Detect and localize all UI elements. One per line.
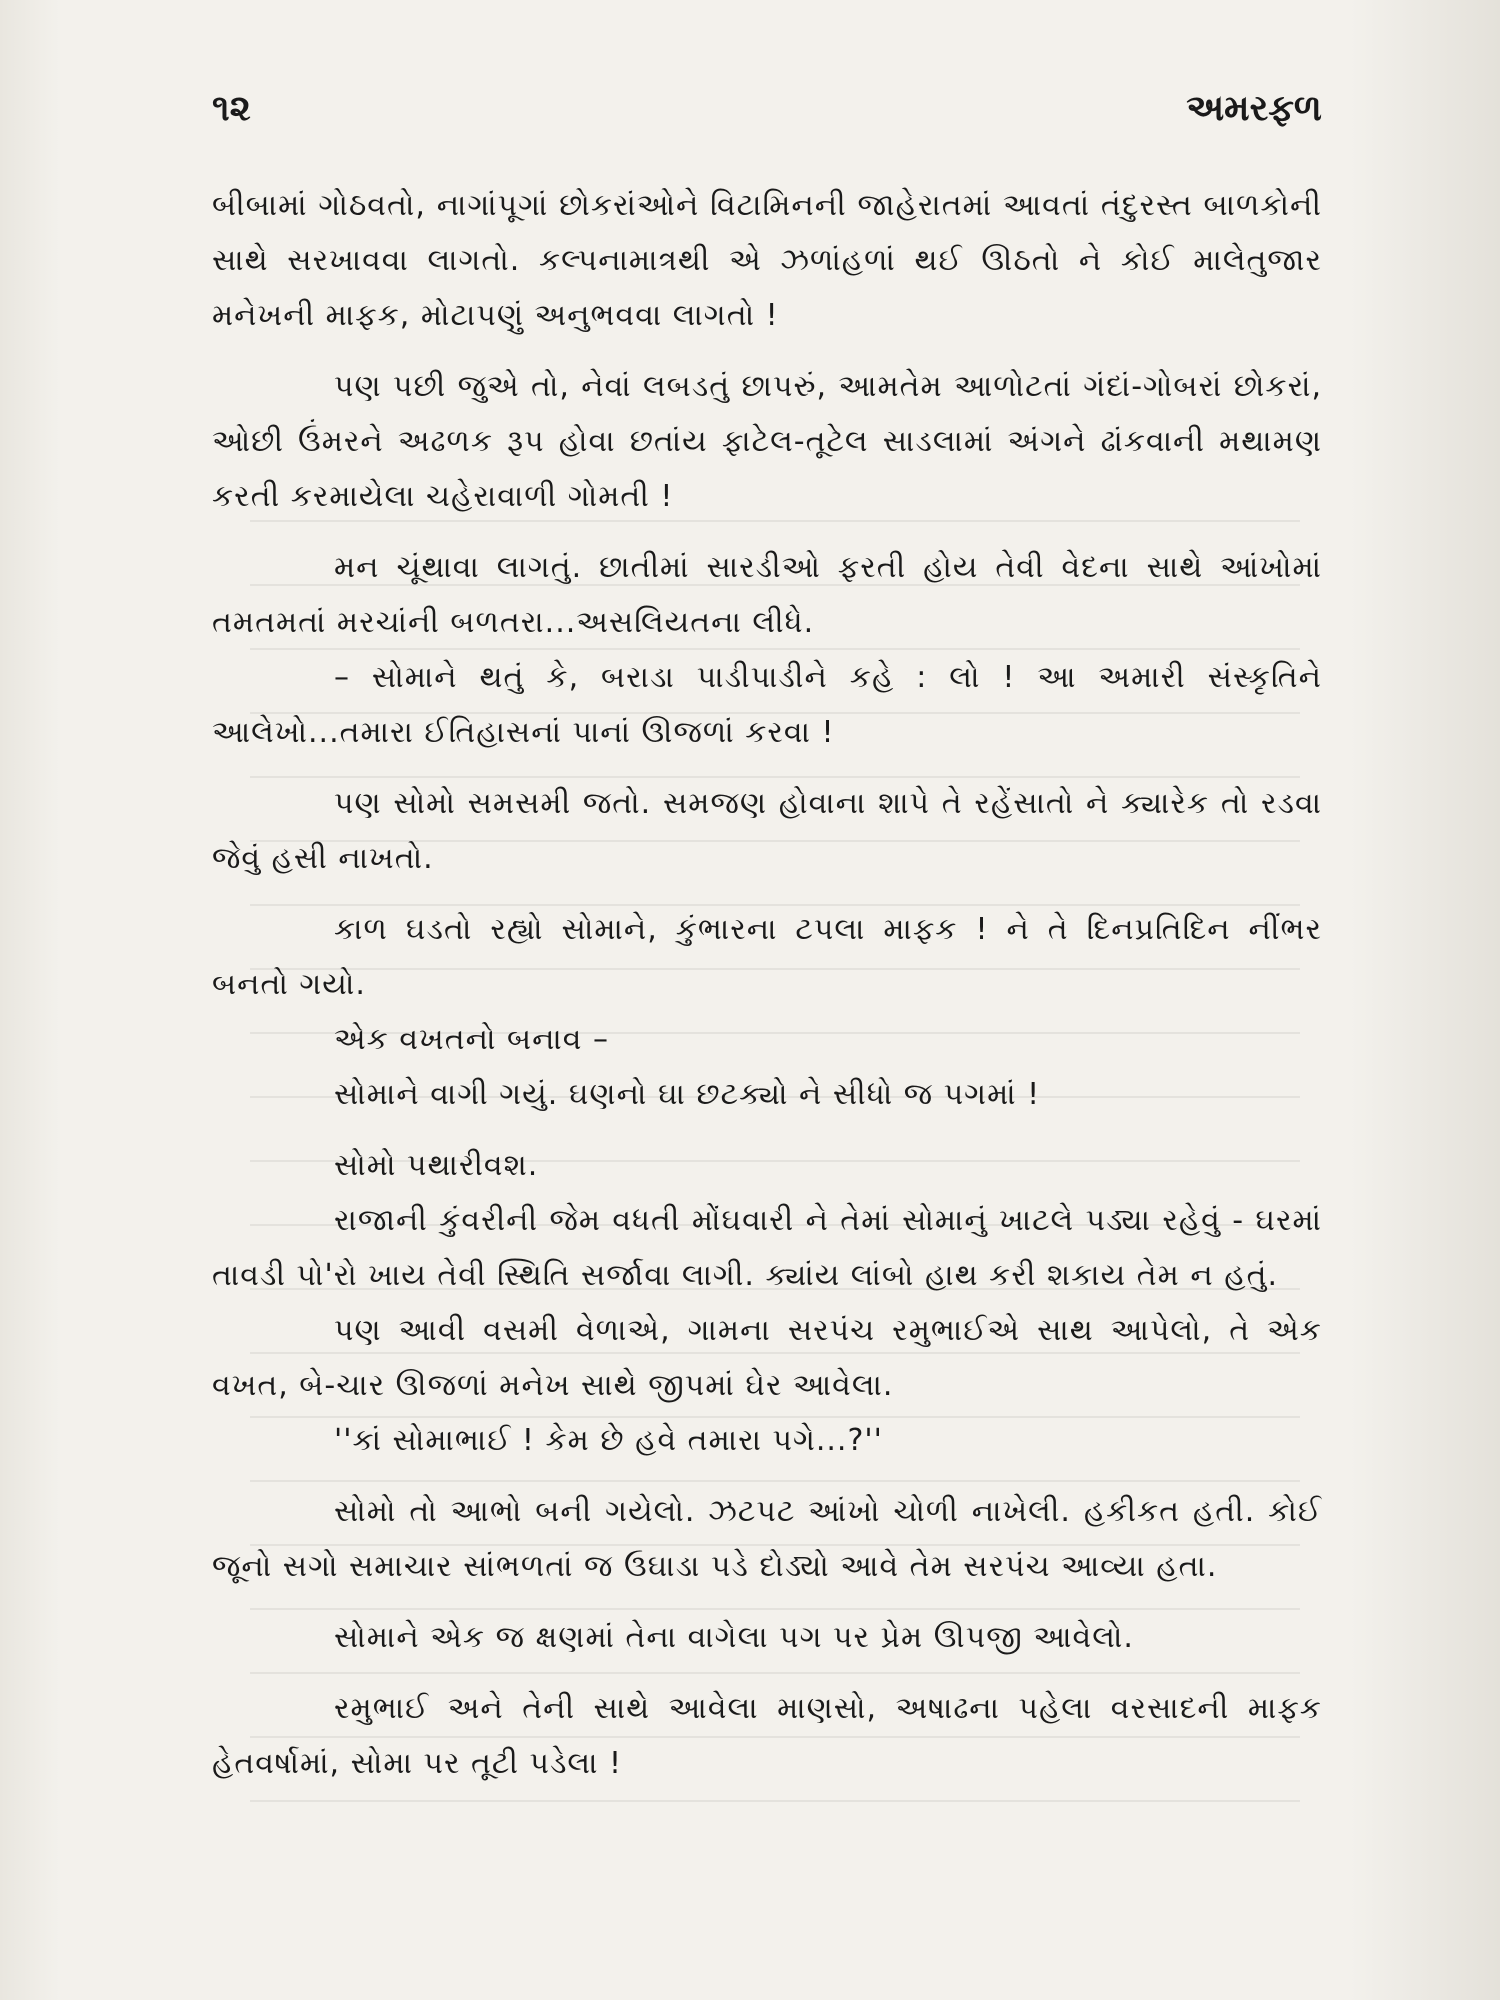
paragraph-3: મન ચૂંથાવા લાગતું. છાતીમાં સારડીઓ ફરતી હોય તેવી વેદના સાથે આંખોમાં તમતમતાં મરચાંની બળતરા...અસલિયતના લીધે.	[212, 550, 1322, 640]
paragraph-13: સોમો તો આભો બની ગયેલો. ઝટપટ આંખો ચોળી નાખેલી. હકીકત હતી. કોઈ જૂનો સગો સમાચાર સાંભળતાં જ ઉઘાડા પડે દોડ્યો આવે તેમ સરપંચ આવ્યા હતા.	[212, 1494, 1322, 1584]
paragraph-1: બીબામાં ગોઠવતો, નાગાંપૂગાં છોકરાંઓને વિટામિનની જાહેરાતમાં આવતાં તંદુરસ્ત બાળકોની સાથે સરખાવવા લાગતો. કલ્પનામાત્રથી એ ઝળાંહળાં થઈ ઊઠતો ને કોઈ માલેતુજાર મનેખની માફક, મોટાપણું અનુભવવા લાગતો !	[212, 188, 1322, 333]
paragraph-11: પણ આવી વસમી વેળાએ, ગામના સરપંચ રમુભાઈએ સાથ આપેલો, તે એક વખત, બે-ચાર ઊજળાં મનેખ સાથે જીપમાં ઘેર આવેલા.	[212, 1313, 1322, 1403]
page-body	[212, 178, 1322, 1807]
paragraph-2: પણ પછી જુએ તો, નેવાં લબડતું છાપરું, આમતેમ આળોટતાં ગંદાં-ગોબરાં છોકરાં, ઓછી ઉંમરને અઢળક રૂપ હોવા છતાંય ફાટેલ-તૂટેલ સાડલામાં અંગને ઢાંકવાની મથામણ કરતી કરમાયેલા ચહેરાવાળી ગોમતી !	[212, 369, 1322, 514]
running-title: અમરફળ	[1186, 88, 1322, 129]
paragraph-15: રમુભાઈ અને તેની સાથે આવેલા માણસો, અષાઢના પહેલા વરસાદની માફક હેતવર્ષામાં, સોમા પર તૂટી પડેલા !	[212, 1691, 1322, 1781]
scan-shadow-left	[0, 0, 60, 2000]
paragraph-14: સોમાને એક જ ક્ષણમાં તેના વાગેલા પગ પર પ્રેમ ઊપજી આવેલો.	[334, 1620, 1134, 1655]
page-number: ૧૨	[212, 88, 251, 129]
paragraph-6: કાળ ઘડતો રહ્યો સોમાને, કુંભારના ટપલા માફક ! ને તે દિનપ્રતિદિન નીંભર બનતો ગયો.	[212, 912, 1322, 1002]
scan-shadow-right	[1350, 0, 1500, 2000]
paragraph-9: સોમો પથારીવશ.	[334, 1148, 539, 1183]
paragraph-7: એક વખતનો બનાવ –	[334, 1022, 610, 1057]
page-header	[212, 88, 1322, 138]
paragraph-12: ''કાં સોમાભાઈ ! કેમ છે હવે તમારા પગે...?''	[334, 1423, 883, 1458]
paragraph-8: સોમાને વાગી ગયું. ઘણનો ઘા છટક્યો ને સીધો જ પગમાં !	[334, 1077, 1041, 1112]
paragraph-10: રાજાની કુંવરીની જેમ વધતી મોંઘવારી ને તેમાં સોમાનું ખાટલે પડ્યા રહેવું - ઘરમાં તાવડી પો'રો ખાય તેવી સ્થિતિ સર્જાવા લાગી. ક્યાંય લાંબો હાથ કરી શકાય તેમ ન હતું.	[212, 1203, 1322, 1293]
paragraph-5: પણ સોમો સમસમી જતો. સમજણ હોવાના શાપે તે રહેંસાતો ને ક્યારેક તો રડવા જેવું હસી નાખતો.	[212, 786, 1322, 876]
paragraph-4: – સોમાને થતું કે, બરાડા પાડીપાડીને કહે : લો ! આ અમારી સંસ્કૃતિને આલેખો...તમારા ઈતિહાસનાં પાનાં ઊજળાં કરવા !	[212, 660, 1322, 750]
